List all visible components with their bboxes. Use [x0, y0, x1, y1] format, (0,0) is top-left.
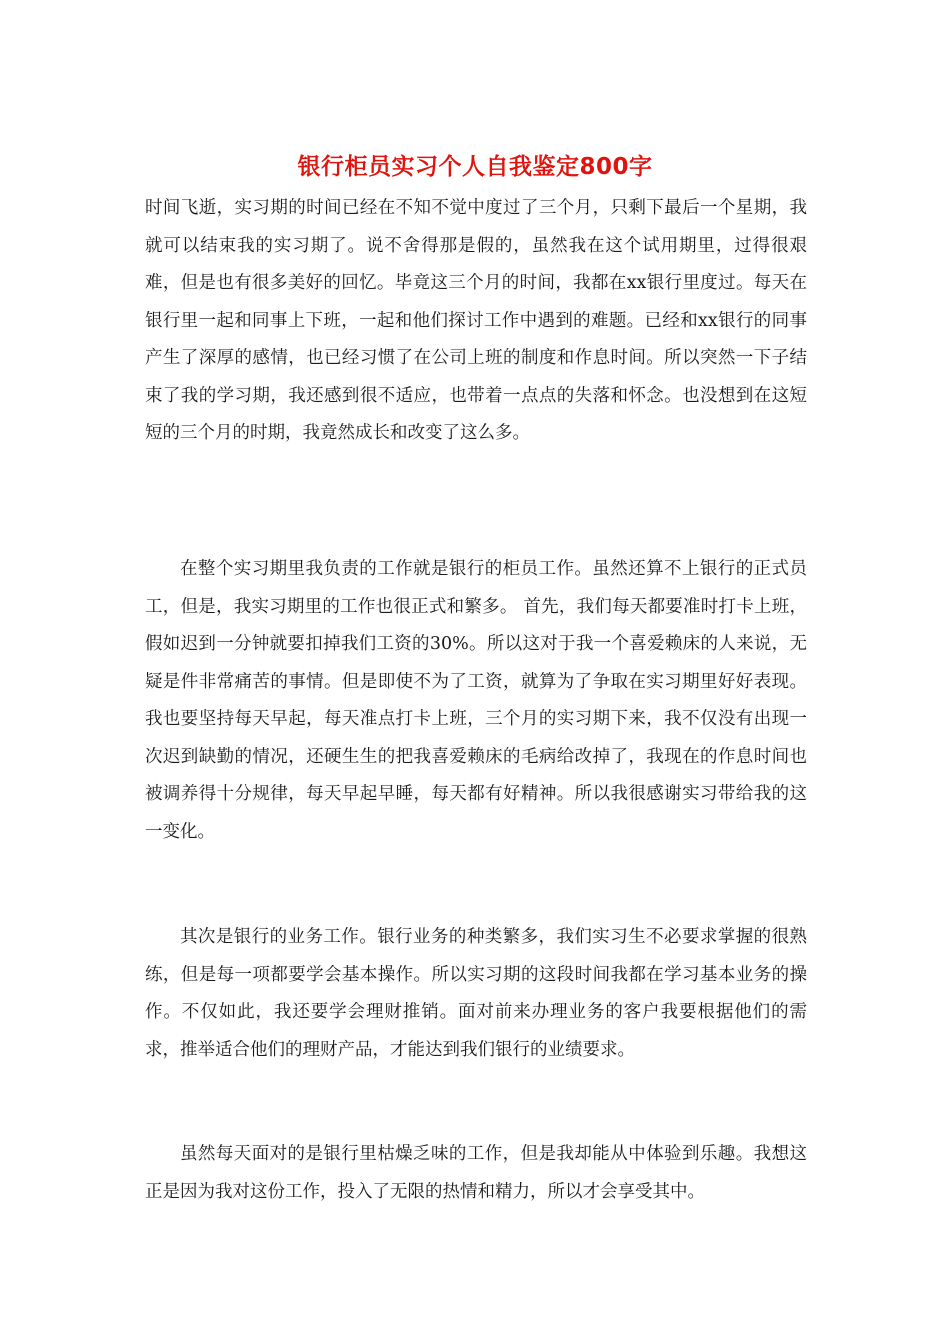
page-title: 银行柜员实习个人自我鉴定800字: [297, 154, 653, 180]
paragraph-1: 时间飞逝，实习期的时间已经在不知不觉中度过了三个月，只剩下最后一个星期，我就可以结束我的实习期了。说不舍得那是假的，虽然我在这个试用期里，过得很艰难，但是也有很多美好的回忆。毕竟这三个月的时间，我都在xx银行里度过。每天在银行里一起和同事上下班，一起和他们探讨工作中遇到的难题。已经和xx银行的同事产生了深厚的感情，也已经习惯了在公司上班的制度和作息时间。所以突然一下子结束了我的学习期，我还感到很不适应，也带着一点点的失落和怀念。也没想到在这短短的三个月的时期，我竟然成长和改变了这么多。: [145, 198, 807, 443]
paragraph-3: 其次是银行的业务工作。银行业务的种类繁多，我们实习生不必要求掌握的很熟练，但是每一项都要学会基本操作。所以实习期的这段时间我都在学习基本业务的操作。不仅如此，我还要学会理财推销。面对前来办理业务的客户我要根据他们的需求，推举适合他们的理财产品，才能达到我们银行的业绩要求。: [145, 927, 807, 1060]
paragraph-2: 在整个实习期里我负责的工作就是银行的柜员工作。虽然还算不上银行的正式员工，但是，我实习期里的工作也很正式和繁多。 首先，我们每天都要准时打卡上班，假如迟到一分钟就要扣掉我们工资的30%。所以这对于我一个喜爱赖床的人来说，无疑是件非常痛苦的事情。但是即使不为了工资，就算为了争取在实习期里好好表现。我也要坚持每天早起，每天准点打卡上班，三个月的实习期下来，我不仅没有出现一次迟到缺勤的情况，还硬生生的把我喜爱赖床的毛病给改掉了，我现在的作息时间也被调养得十分规律，每天早起早睡，每天都有好精神。所以我很感谢实习带给我的这一变化。: [145, 559, 807, 842]
paragraph-4: 虽然每天面对的是银行里枯燥乏味的工作，但是我却能从中体验到乐趣。我想这正是因为我对这份工作，投入了无限的热情和精力，所以才会享受其中。: [145, 1144, 807, 1202]
